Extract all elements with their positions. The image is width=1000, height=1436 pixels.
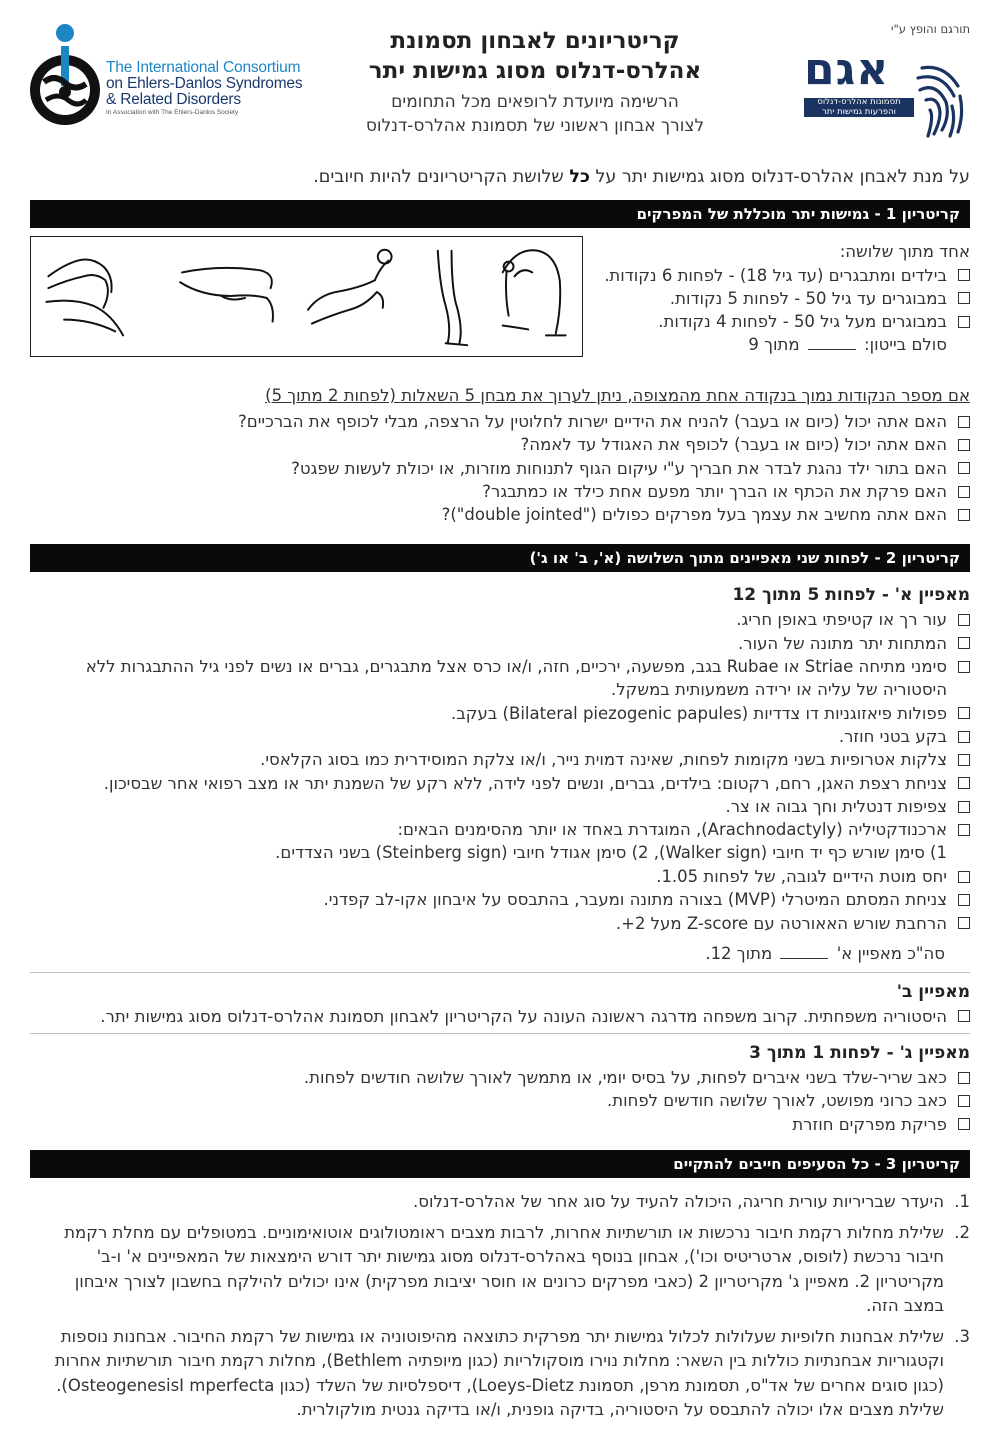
- question-text: האם אתה יכול (כיום או בעבר) לכופף את האגודל עד לאמה?: [520, 435, 947, 455]
- criterion3-item-text: שלילת אבחנות חלופיות שעלולות לכלול גמישות יתר מפרקית כתוצאה מהיפוטוניה או גמישות של רקמת החיבור. אבחנות נוספות וקטגוריות אבחנתיות כוללות בין השאר: מחלות נוירו מוסקולריות (כגון מיופתיה Bethlem), מחלות רקמת חיבור תורשתיות אחרות (כגון סוגים אחרים של אד"ס, תסמונת מרפן, תסמונת Loeys-Dietz), דיספלסיות של השלד (כגון OsteogenesisI mperfecta). שלילת מצבים אלו יכולה להתבסס על היסטוריה, בדיקה גופנית, ו/או בדיקה גנטית מולקולרית.: [54, 1326, 944, 1420]
- checkbox[interactable]: [958, 707, 970, 719]
- featureC-item[interactable]: [30, 1089, 970, 1112]
- checkbox[interactable]: [958, 486, 970, 498]
- featureA-item[interactable]: [30, 818, 970, 841]
- featureA-total-field[interactable]: [780, 945, 828, 959]
- iceds-line4: In Association with The Ehlers-Danlos Society: [106, 109, 239, 116]
- agam-tagline-line2: והפרעות גמישות יתר: [822, 106, 896, 117]
- checkbox[interactable]: [958, 754, 970, 766]
- featureA-item[interactable]: [30, 888, 970, 911]
- question-item[interactable]: [30, 410, 970, 433]
- document-title-line1: קריטריונים לאבחון תסמונת: [390, 28, 680, 54]
- featureA-item-text: צניחת המסתם המיטרלי (MVP) בצורה מתונה ומעבר, בהתבסס על איבחון אקו-לב קפדני.: [323, 890, 947, 910]
- featureC-item-text: כאב כרוני מפושט, לאורך שלושה חודשים לפחות.: [606, 1091, 947, 1111]
- criterion3-item: [30, 1325, 970, 1423]
- featureA-item[interactable]: [30, 608, 970, 631]
- featureC-item[interactable]: [30, 1066, 970, 1089]
- featureA-total-of: מתוך 12.: [705, 943, 773, 963]
- checkbox[interactable]: [958, 316, 970, 328]
- checkbox[interactable]: [958, 801, 970, 813]
- intro-text-bold: כל: [569, 167, 590, 187]
- criterion3-item: [30, 1221, 970, 1319]
- checkbox[interactable]: [958, 871, 970, 883]
- page-header: [0, 0, 1000, 150]
- checkbox[interactable]: [958, 509, 970, 521]
- checkbox[interactable]: [958, 637, 970, 649]
- checkbox[interactable]: [958, 661, 970, 673]
- featureA-item-text: צפיפות דנטלית וחך גבוה או צר.: [725, 796, 947, 816]
- checkbox[interactable]: [958, 614, 970, 626]
- checkbox[interactable]: [958, 824, 970, 836]
- featureA-item-text: צניחת רצפת האגן, רחם, רקטום: בילדים, גברים, ונשים לפני לידה, ללא רקע של השמנת יתר או מצב רפואי אחר שבסיכון.: [103, 773, 947, 793]
- intro-sentence: [30, 162, 970, 192]
- intro-text-before: על מנת לאבחן אהלרס-דנלוס מסוג גמישות יתר על: [589, 167, 970, 187]
- featureA-item-text: בקע בטני חוזר.: [838, 726, 947, 746]
- beighton-score-field[interactable]: [808, 336, 856, 350]
- five-questions-list: [30, 410, 970, 526]
- featureC-item-text: פריקת מפרקים חוזרת: [792, 1114, 947, 1134]
- criterion2-heading: קריטריון 2 - לפחות שני מאפיינים מתוך השלושה (א', ב' או ג'): [30, 544, 970, 572]
- iceds-line1: The International Consortium: [106, 59, 301, 76]
- five-questions-heading: אם מספר הנקודות נמוך בנקודה אחת מהמצופה, ניתן לערוך את מבחן 5 השאלות (לפחות 2 מתוך 5): [265, 386, 970, 405]
- checkbox[interactable]: [958, 269, 970, 281]
- criterion1-option-text: במבוגרים מעל גיל 50 - לפחות 4 נקודות.: [658, 312, 947, 332]
- document-body: [30, 158, 970, 1429]
- checkbox[interactable]: [958, 917, 970, 929]
- document-title-block: [340, 26, 730, 138]
- featureA-item[interactable]: [30, 912, 970, 935]
- checkbox[interactable]: [958, 439, 970, 451]
- agam-logo: [796, 22, 976, 122]
- document-subtitle-line1: הרשימה מיועדת לרופאים מכל התחומים: [391, 92, 679, 112]
- criterion1-block: [30, 234, 970, 382]
- featureC-item-text: כאב שריר-שלד בשני איברים לפחות, על בסיס יומי, או מתמשך לאורך שלושה חודשים לפחות.: [303, 1068, 947, 1088]
- beighton-score-line: [600, 333, 970, 357]
- featureA-item-text: הרחבת שורש האאורטה עם Z-score מעל 2+.: [615, 913, 947, 933]
- iceds-line3: & Related Disorders: [106, 91, 241, 108]
- intro-text-after: שלושת הקריטריונים להיות חיובים.: [313, 167, 570, 187]
- featureC-heading: מאפיין ג' - לפחות 1 מתוך 3: [749, 1043, 970, 1064]
- criterion1-heading: קריטריון 1 - גמישות יתר מוכללת של המפרקים: [30, 200, 970, 228]
- checkbox[interactable]: [958, 1095, 970, 1107]
- agam-tagline-bar: [804, 98, 914, 117]
- featureA-total-line: [30, 941, 970, 967]
- criterion1-option-text: בילדים ומתבגרים (עד גיל 18) - לפחות 6 נקודות.: [604, 265, 947, 285]
- criterion3-item-number: 1.: [954, 1192, 970, 1212]
- featureB-item[interactable]: [30, 1005, 970, 1028]
- featureA-item[interactable]: [30, 748, 970, 771]
- document-subtitle-line2: לצורך אבחון ראשוני של תסמונת אהלרס-דנלוס: [365, 116, 705, 136]
- question-item[interactable]: [30, 433, 970, 456]
- featureA-total-label: סה"כ מאפיין א': [836, 943, 945, 963]
- question-item[interactable]: [30, 503, 970, 526]
- featureA-item[interactable]: [30, 725, 970, 748]
- question-text: האם אתה יכול (כיום או בעבר) להניח את הידיים ישרות לחלוטין על הרצפה, מבלי לכופף את הברכיים?: [238, 412, 947, 431]
- featureA-item-text: סימני מתיחה Striae או Rubae בגב, מפשעה, ירכיים, חזה, ו/או כרס אצל מתבגרים, גברים או נשים לפני גיל ההתבגרות ללא היסטוריה של עליה או ירידה משמעותית במשקל.: [85, 657, 947, 700]
- divider: [30, 972, 970, 973]
- arachnodactyly-detail: 1) סימן שורש כף יד חיובי (Walker sign), 2) סימן אגודל חיובי (Steinberg sign) בשני הצדדים.: [275, 843, 947, 863]
- featureB-item-text: היסטוריה משפחתית. קרוב משפחה מדרגה ראשונה העונה על הקריטריון לאבחון תסמונת אהלרס-דנלוס מסוג גמישות יתר.: [100, 1006, 947, 1026]
- beighton-figures-image: [31, 237, 582, 356]
- divider: [30, 1033, 970, 1034]
- checkbox[interactable]: [958, 777, 970, 789]
- agam-tagline-line1: תסמונות אהלרס-דנלוס: [817, 97, 901, 107]
- featureA-heading: מאפיין א' - לפחות 5 מתוך 12: [732, 585, 970, 606]
- featureC-item[interactable]: [30, 1113, 970, 1136]
- iceds-logo: [28, 22, 328, 132]
- checkbox[interactable]: [958, 416, 970, 428]
- checkbox[interactable]: [958, 1072, 970, 1084]
- question-item[interactable]: [30, 457, 970, 480]
- checkbox[interactable]: [958, 292, 970, 304]
- criterion3-item-number: 2.: [954, 1222, 970, 1242]
- one-of-three-label: אחד מתוך שלושה:: [839, 242, 970, 261]
- criterion1-option-text: במבוגרים עד גיל 50 - לפחות 5 נקודות.: [669, 288, 947, 308]
- agam-byline: תורגם והופץ ע"י: [890, 22, 970, 36]
- featureB-heading: מאפיין ב': [896, 981, 970, 1002]
- criterion3-item: [30, 1190, 970, 1215]
- question-item[interactable]: [30, 480, 970, 503]
- featureA-item[interactable]: [30, 632, 970, 655]
- criterion3-item-text: היעדר שבריריות עורית חריגה, היכולה להעיד על סוג אחר של אהלרס-דנלוס.: [413, 1192, 944, 1212]
- featureA-list: [30, 608, 970, 934]
- question-text: האם פרקת את הכתף או הברך יותר מפעם אחת כילד או כמתבגר?: [482, 481, 947, 501]
- featureA-item-text: צלקות אטרופיות בשני מקומות לפחות, שאינה דמוית נייר, ו/או צלקת המוסידרית כמו בסוג הקלאסי.: [260, 750, 947, 770]
- criterion3-list: [30, 1190, 970, 1423]
- featureA-item[interactable]: [30, 795, 970, 818]
- checkbox[interactable]: [958, 894, 970, 906]
- beighton-of-label: מתוך 9: [748, 335, 800, 355]
- checkbox[interactable]: [958, 462, 970, 474]
- featureA-item-text: המתחות יתר מתונה של העור.: [738, 633, 947, 653]
- featureA-item[interactable]: [30, 655, 970, 702]
- iceds-emblem-icon: [28, 22, 108, 130]
- featureA-item[interactable]: [30, 772, 970, 795]
- iceds-wordmark: [106, 60, 302, 116]
- featureA-item-text: פפולות פיאזוגניות דו צדדיות (Bilateral piezogenic papules) בעקב.: [450, 703, 947, 723]
- criterion3-item-number: 3.: [954, 1326, 970, 1346]
- document-title-line2: אהלרס-דנלוס מסוג גמישות יתר: [368, 58, 702, 84]
- criterion1-option[interactable]: [600, 264, 970, 287]
- criterion3-heading: קריטריון 3 - כל הסעיפים חייבים להתקיים: [30, 1150, 970, 1178]
- criterion1-options: [600, 240, 970, 357]
- iceds-line2: on Ehlers-Danlos Syndromes: [106, 75, 303, 92]
- featureA-item-text: עור רך או קטיפתי באופן חריג.: [736, 610, 947, 630]
- featureA-item[interactable]: [30, 865, 970, 888]
- featureA-item-text: יחס מוטת הידיים לגובה, של לפחות 1.05.: [656, 866, 947, 886]
- criterion3-item-text: שלילת מחלות רקמת חיבור נרכשות או תורשתיות אחרות, לרבות מצבים ראומטולוגים אוטואימוניים. במטופלים עם מחלת רקמת חיבור נרכשת (לופוס, ארטריטיס וכו'), אבחון בנוסף באהלרס-דנלוס מסוג גמישות יתר דורש הימצאות של המאפיינים א' ו-ב' מקריטריון 2. מאפיין ג' מקריטריון 2 (כאבי מפרקים כרונים או חוסר יציבות מפרקית) אינו יכולים להילקח בחשבון לצורך איבחון במצב הזה.: [64, 1222, 944, 1316]
- checkbox[interactable]: [958, 1118, 970, 1130]
- criterion1-option[interactable]: [600, 310, 970, 333]
- agam-wordmark: אגם: [804, 44, 890, 95]
- featureA-item[interactable]: [30, 702, 970, 725]
- featureC-list: [30, 1066, 970, 1136]
- beighton-illustration: [30, 236, 583, 357]
- checkbox[interactable]: [958, 731, 970, 743]
- checkbox[interactable]: [958, 1010, 970, 1022]
- question-text: האם בתור ילד נהגת לבדר את חבריך ע"י עיקום הגוף לתנוחות מוזרות, או יכולת לעשות שפגט?: [291, 458, 947, 478]
- beighton-label: סולם בייטון:: [864, 335, 947, 355]
- featureA-item-text: ארכנודקטיליה (Arachnodactyly), המוגדרת באחד או יותר מהסימנים הבאים:: [397, 820, 947, 840]
- criterion1-option[interactable]: [600, 287, 970, 310]
- question-text: האם אתה מחשיב את עצמך בעל מפרקים כפולים ("double jointed")?: [441, 505, 947, 525]
